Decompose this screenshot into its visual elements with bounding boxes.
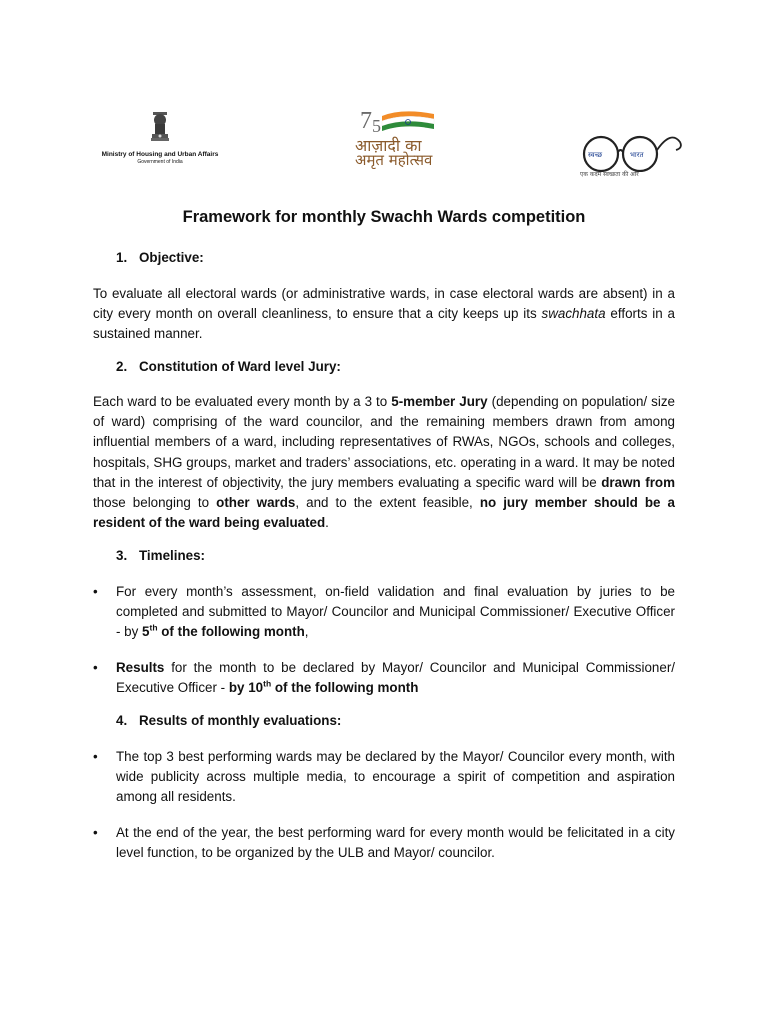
results-bullet-1 xyxy=(93,747,675,808)
swachh-tagline: एक कदम स्वच्छता की ओर xyxy=(580,171,639,178)
bold-run: 5 xyxy=(142,624,150,640)
text-run: For every month’s assessment, on-field validation and final evaluation by juries to be completed and submitted to Mayor/ Councilor and Municipal Commissioner/ Executive Officer - by xyxy=(116,584,675,640)
text-run: (depending on population/ size of ward) comprising of the ward councilor, and the remaining members drawn from among influential members of a ward, including representatives of RWAs, NGOs, schools and colleges, hospitals, SHG groups, market and traders’ associations, etc. operating in a ward. It may be noted that in the interest of objectivity, the jury members evaluating a specific ward will be xyxy=(93,394,675,490)
bullet-text: The top 3 best performing wards may be declared by the Mayor/ Councilor every month, with wide publicity across multiple media, to encourage a spirit of competition and aspiration among all residents. xyxy=(116,749,675,805)
bold-run: by 10 xyxy=(228,680,264,696)
section-number: 2. xyxy=(116,359,128,374)
timeline-bullet-1 xyxy=(93,582,675,643)
gandhi-spectacles-icon xyxy=(576,128,686,172)
bold-run: drawn from xyxy=(601,474,675,490)
bullet-glyph: • xyxy=(93,660,98,675)
text-run: , xyxy=(304,624,309,640)
bharat-word: भारत xyxy=(630,151,644,159)
bold-run: of the following month xyxy=(271,680,419,696)
bold-run: 5-member Jury xyxy=(391,394,488,409)
bullet-text: At the end of the year, the best performing ward for every month would be felicitated in a city level function, to be organized by the ULB and Mayor/ councilor. xyxy=(116,825,675,861)
section-3-heading xyxy=(116,548,205,563)
svg-text:5: 5 xyxy=(372,116,381,136)
svg-text:7: 7 xyxy=(360,108,372,134)
text-run: efforts in a sustained manner. xyxy=(93,306,676,342)
amrit-mahotsav-text: अमृत महोत्सव xyxy=(355,151,433,169)
bullet-glyph: • xyxy=(93,749,98,764)
results-bullet-2 xyxy=(93,823,675,863)
section-1-heading xyxy=(116,250,204,265)
document-title: Framework for monthly Swachh Wards competition xyxy=(182,208,586,226)
italic-run: swachhata xyxy=(541,306,606,322)
section-title: Results of monthly evaluations: xyxy=(139,713,342,728)
bullet-glyph: • xyxy=(93,584,98,599)
section-number: 4. xyxy=(116,713,128,728)
azadi-ka-amrit-mahotsav-logo xyxy=(352,104,452,170)
text-run: , and to the extent feasible, xyxy=(295,495,480,511)
text-run: for the month to be declared by Mayor/ Councilor and Municipal Commissioner/ Executive Officer - xyxy=(116,660,675,696)
bullet-glyph: • xyxy=(93,825,98,840)
government-of-india-label: Government of India xyxy=(137,159,183,165)
section-number: 1. xyxy=(116,250,128,265)
jury-paragraph xyxy=(93,392,675,533)
bullet-text xyxy=(116,658,675,698)
text-run: Each ward to be evaluated every month by a 3 to xyxy=(93,394,392,409)
text-run: . xyxy=(325,515,329,531)
swachh-word: स्वच्छ xyxy=(588,151,603,159)
swachh-bharat-logo xyxy=(576,128,686,184)
section-number: 3. xyxy=(116,548,128,563)
section-title: Objective: xyxy=(139,250,204,265)
azadi-text: आज़ादी का xyxy=(355,136,422,155)
section-2-heading xyxy=(116,359,341,374)
objective-paragraph xyxy=(93,284,675,345)
section-title: Timelines: xyxy=(139,548,205,563)
superscript: th xyxy=(263,678,272,689)
bold-run: Results xyxy=(116,660,165,675)
text-run: To evaluate all electoral wards (or administrative wards, in case electoral wards are absent) in a city every month on overall cleanliness, to ensure that a city keeps up its xyxy=(93,286,675,322)
bullet-text xyxy=(116,582,675,643)
bold-run: of the following month xyxy=(157,624,305,640)
timeline-bullet-2 xyxy=(93,658,675,698)
ministry-logo xyxy=(100,110,220,166)
section-title: Constitution of Ward level Jury: xyxy=(139,359,341,374)
ministry-name: Ministry of Housing and Urban Affairs xyxy=(101,151,219,158)
section-4-heading xyxy=(116,713,341,728)
superscript: th xyxy=(149,622,158,633)
bold-run: other wards xyxy=(216,495,296,511)
text-run: those belonging to xyxy=(93,495,217,511)
bold-run: no jury member should be a resident of the ward being evaluated xyxy=(93,495,675,531)
national-emblem-icon xyxy=(149,110,171,144)
